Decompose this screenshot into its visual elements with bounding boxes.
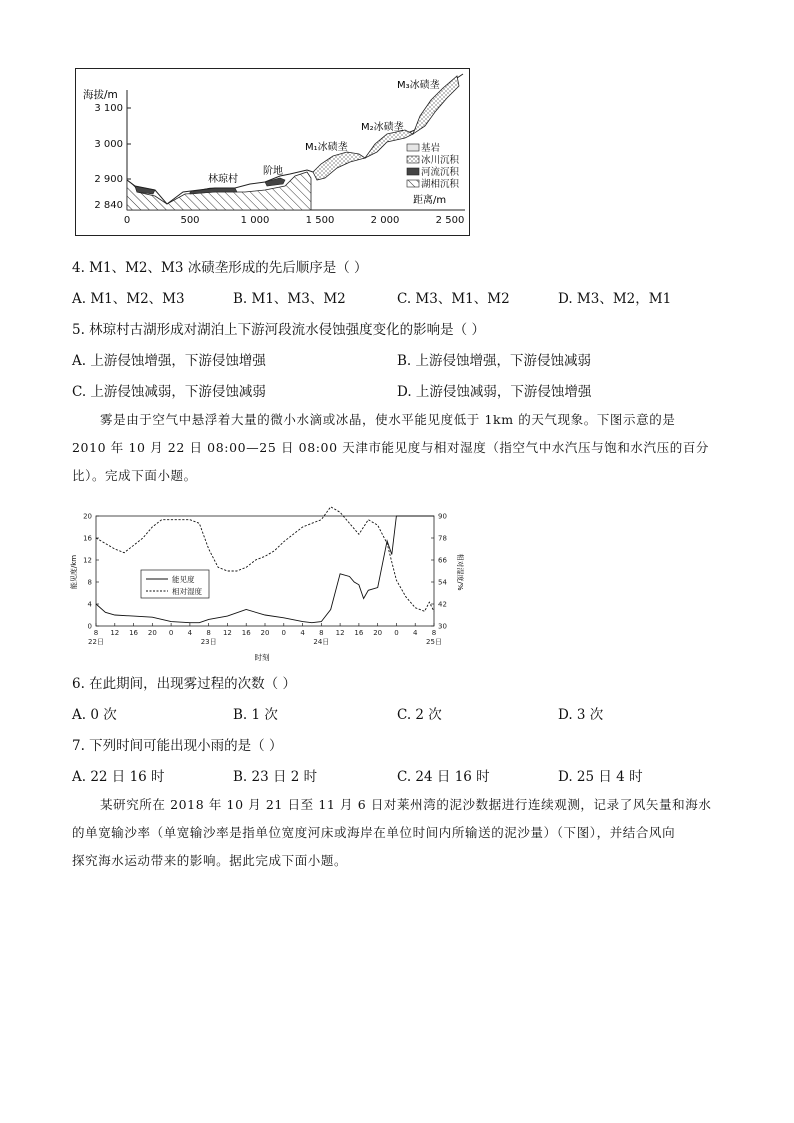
x-axis-label: 距离/m bbox=[413, 195, 447, 206]
x-tick-label: 16 bbox=[354, 629, 364, 637]
x-tick-label: 0 bbox=[168, 629, 174, 637]
label-m2: M₂冰碛垄 bbox=[361, 122, 404, 133]
y-ticks bbox=[94, 103, 131, 211]
passage-sediment bbox=[72, 791, 722, 875]
day-label: 25日 bbox=[426, 638, 442, 646]
x-tick-label: 20 bbox=[260, 629, 270, 637]
passage-fog-line: 2010 年 10 月 22 日 08:00—25 日 08:00 天津市能见度与相对湿度（指空气中水汽压与饱和水汽压的百分 bbox=[72, 440, 710, 455]
glacial-profile-svg bbox=[75, 68, 470, 236]
chart-x-axis-label: 时刻 bbox=[254, 653, 270, 662]
q5-option-b: B. 上游侵蚀增强，下游侵蚀减弱 bbox=[397, 353, 592, 369]
y2-tick-label: 90 bbox=[438, 512, 447, 521]
q6-option-c: C. 2 次 bbox=[397, 707, 442, 723]
passage-sediment-line: 的单宽输沙率（单宽输沙率是指单位宽度河床或海岸在单位时间内所输送的泥沙量）（下图），并结合风向 bbox=[72, 825, 676, 840]
x-tick-label: 4 bbox=[412, 629, 418, 637]
y2-tick-label: 30 bbox=[438, 622, 447, 631]
x-tick-label: 12 bbox=[110, 629, 120, 637]
chart-y2-axis-label: 相对湿度/% bbox=[456, 553, 464, 591]
question-5: 5. 林琼村古湖形成对湖泊上下游河段流水侵蚀强度变化的影响是（ ） bbox=[72, 322, 485, 338]
x-tick-label: 4 bbox=[300, 629, 305, 637]
q7-option-d: D. 25 日 4 时 bbox=[558, 769, 643, 785]
question-7: 7. 下列时间可能出现小雨的是（ ） bbox=[72, 738, 283, 754]
q6-option-d: D. 3 次 bbox=[558, 707, 604, 723]
y-tick-label: 8 bbox=[87, 578, 92, 587]
passage-fog bbox=[72, 406, 722, 490]
x-tick-label: 16 bbox=[129, 629, 139, 637]
x-ticks bbox=[124, 215, 465, 226]
x-tick-label: 8 bbox=[93, 629, 99, 637]
y-tick-label: 2 900 bbox=[94, 174, 123, 185]
question-4: 4. M1、M2、M3 冰碛垄形成的先后顺序是（ ） bbox=[72, 260, 368, 276]
y2-tick-label: 66 bbox=[438, 556, 447, 565]
x-tick-label: 8 bbox=[206, 629, 211, 637]
q4-option-d: D. M3、M2，M1 bbox=[558, 291, 672, 307]
legend-label: 河流沉积 bbox=[421, 167, 460, 178]
legend-swatch-lake bbox=[407, 180, 419, 187]
legend-swatch-bedrock bbox=[407, 144, 419, 151]
x-tick-label: 500 bbox=[180, 215, 200, 226]
y-tick-label: 20 bbox=[83, 512, 92, 521]
q6-option-b: B. 1 次 bbox=[233, 707, 278, 723]
q7-option-b: B. 23 日 2 时 bbox=[233, 769, 318, 785]
passage-fog-line: 比）。完成下面小题。 bbox=[72, 468, 197, 483]
y-tick-label: 12 bbox=[83, 556, 92, 565]
y-tick-label: 3 000 bbox=[94, 139, 123, 150]
label-m3: M₃冰碛垄 bbox=[397, 80, 440, 91]
q5-option-c: C. 上游侵蚀减弱，下游侵蚀减弱 bbox=[72, 384, 266, 400]
y-tick-label: 16 bbox=[83, 534, 92, 543]
q5-option-a: A. 上游侵蚀增强，下游侵蚀增强 bbox=[72, 353, 266, 369]
passage-sediment-line: 探究海水运动带来的影响。据此完成下面小题。 bbox=[72, 853, 348, 868]
q5-option-d: D. 上游侵蚀减弱，下游侵蚀增强 bbox=[397, 384, 592, 400]
legend-label: 冰川沉积 bbox=[421, 155, 460, 166]
x-tick-label: 4 bbox=[187, 629, 193, 637]
y-tick-label: 3 100 bbox=[94, 103, 123, 114]
x-tick-label: 1 500 bbox=[305, 215, 335, 226]
x-tick-label: 1 000 bbox=[240, 215, 270, 226]
chart-y-axis-label: 能见度/km bbox=[70, 554, 78, 590]
legend-label: 基岩 bbox=[421, 143, 441, 154]
q4-option-c: C. M3、M1、M2 bbox=[397, 291, 510, 307]
visibility-humidity-chart bbox=[66, 500, 466, 664]
series-line-visibility bbox=[96, 516, 434, 623]
x-tick-label: 2 000 bbox=[370, 215, 400, 226]
q4-option-a: A. M1、M2、M3 bbox=[72, 291, 185, 307]
y-tick-label: 2 840 bbox=[94, 200, 123, 211]
chart-legend bbox=[141, 570, 209, 598]
x-tick-label: 8 bbox=[319, 629, 324, 637]
x-tick-label: 20 bbox=[147, 629, 157, 637]
q6-option-a: A. 0 次 bbox=[72, 707, 117, 723]
passage-sediment-line: 某研究所在 2018 年 10 月 21 日至 11 月 6 日对莱州湾的泥沙数据进行连续观测，记录了风矢量和海水 bbox=[100, 797, 712, 812]
y-tick-label: 0 bbox=[87, 622, 92, 631]
x-tick-label: 0 bbox=[123, 215, 131, 226]
q7-option-a: A. 22 日 16 时 bbox=[72, 769, 165, 785]
x-tick-label: 16 bbox=[241, 629, 251, 637]
legend-label-humidity: 相对湿度 bbox=[172, 587, 202, 596]
chart-lines bbox=[96, 507, 434, 623]
label-m1: M₁冰碛垄 bbox=[305, 142, 348, 153]
q4-option-b: B. M1、M3、M2 bbox=[233, 291, 346, 307]
legend-label-visibility: 能见度 bbox=[172, 575, 195, 584]
legend-swatch-glacial bbox=[407, 156, 419, 163]
legend-label: 湖相沉积 bbox=[421, 179, 460, 190]
passage-fog-line: 雾是由于空气中悬浮着大量的微小水滴或冰晶，使水平能见度低于 1km 的天气现象。下图示意的是 bbox=[100, 412, 676, 427]
figure-visibility-humidity bbox=[66, 500, 466, 664]
x-tick-label: 0 bbox=[281, 629, 287, 637]
y2-tick-label: 54 bbox=[438, 578, 447, 587]
river-deposit bbox=[265, 178, 285, 186]
y2-tick-label: 42 bbox=[438, 600, 447, 609]
label-terrace: 阶地 bbox=[263, 166, 283, 177]
x-tick-label: 8 bbox=[431, 629, 437, 637]
day-label: 24日 bbox=[313, 638, 330, 646]
figure-glacial-profile bbox=[75, 68, 470, 236]
q7-option-c: C. 24 日 16 时 bbox=[397, 769, 490, 785]
x-tick-label: 12 bbox=[335, 629, 345, 637]
y-tick-label: 4 bbox=[87, 600, 92, 609]
x-tick-label: 12 bbox=[222, 629, 232, 637]
legend-swatch-river bbox=[407, 168, 419, 175]
x-tick-label: 0 bbox=[394, 629, 399, 637]
x-tick-label: 20 bbox=[373, 629, 383, 637]
y-axis-label: 海拔/m bbox=[83, 89, 118, 101]
y2-tick-label: 78 bbox=[438, 534, 447, 543]
label-village: 林琼村 bbox=[208, 174, 238, 185]
day-label: 22日 bbox=[88, 638, 104, 646]
day-label: 23日 bbox=[200, 638, 217, 646]
x-tick-label: 2 500 bbox=[435, 215, 465, 226]
question-6: 6. 在此期间，出现雾过程的次数（ ） bbox=[72, 676, 296, 692]
